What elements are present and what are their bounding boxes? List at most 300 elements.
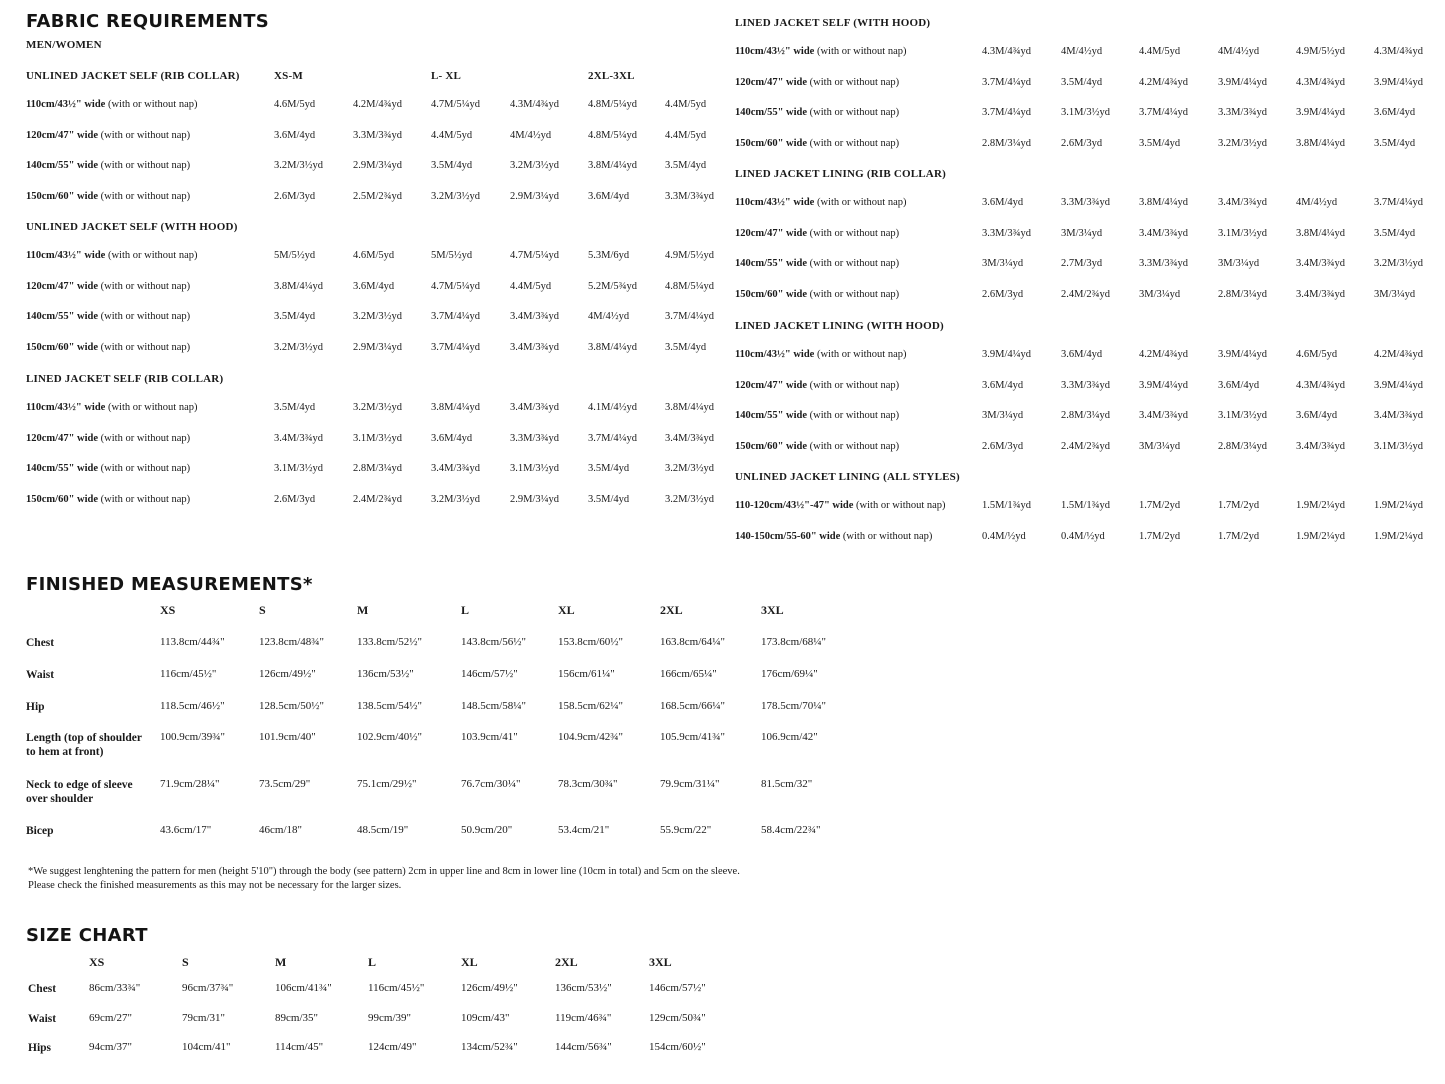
fabric-width-label <box>735 77 899 88</box>
measurement-value: 55.9cm/22" <box>660 824 712 836</box>
fabric-amount: 4M/4½yd <box>1296 197 1338 208</box>
measurement-value: 48.5cm/19" <box>357 824 409 836</box>
fabric-amount: 3.9M/4¼yd <box>1374 76 1424 88</box>
measurement-value: 58.4cm/22¾" <box>761 824 821 836</box>
size-chart-value: 69cm/27" <box>89 1012 132 1024</box>
fabric-width-label <box>26 191 190 202</box>
nap-note: (with or without nap) <box>807 288 900 300</box>
fabric-amount: 3.5M/4yd <box>431 160 473 171</box>
fabric-amount: 2.9M/3¼yd <box>510 493 560 505</box>
fabric-width-label <box>735 258 899 269</box>
fabric-amount: 3.3M/3¾yd <box>1139 258 1189 269</box>
fabric-amount: 4.3M/4¾yd <box>510 99 560 110</box>
fabric-amount: 2.6M/3yd <box>1061 137 1103 149</box>
fabric-amount: 2.8M/3¼yd <box>1218 288 1268 300</box>
fabric-amount: 3.4M/3¾yd <box>1218 197 1268 208</box>
measurement-value: 128.5cm/50½" <box>259 700 324 712</box>
fabric-width: 150cm/60" wide <box>735 288 808 300</box>
fabric-width-label <box>735 410 899 421</box>
measurement-value: 166cm/65¼" <box>660 668 717 680</box>
fabric-width: 140-150cm/55-60" wide <box>735 530 841 542</box>
fabric-amount: 4M/4½yd <box>588 311 630 322</box>
fabric-amount: 4.7M/5¼yd <box>510 250 560 261</box>
fabric-width: 120cm/47" wide <box>26 280 99 292</box>
measurement-value: 75.1cm/29½" <box>357 778 417 790</box>
size-header: 2XL <box>555 955 578 969</box>
measurement-value: 43.6cm/17" <box>160 824 212 836</box>
fabric-width: 110cm/43½" wide <box>26 99 106 110</box>
fabric-amount: 3.3M/3¾yd <box>1061 379 1111 391</box>
fabric-amount: 4.4M/5yd <box>1139 46 1181 57</box>
fabric-amount: 2.6M/3yd <box>982 440 1024 452</box>
fabric-amount: 4.4M/5yd <box>665 99 707 110</box>
fabric-width: 150cm/60" wide <box>26 341 99 353</box>
fabric-amount: 3.2M/3½yd <box>431 190 481 202</box>
size-chart-value: 86cm/33¾" <box>89 982 141 994</box>
fabric-amount: 2.6M/3yd <box>274 190 316 202</box>
measurement-value: 73.5cm/29" <box>259 778 311 790</box>
nap-note: (with or without nap) <box>98 493 191 505</box>
fabric-width-label <box>26 342 190 353</box>
size-header: XL <box>558 603 575 617</box>
fabric-amount: 1.9M/2¼yd <box>1374 500 1424 511</box>
fabric-requirements-title: FABRIC REQUIREMENTS <box>26 11 270 32</box>
size-chart-value: 106cm/41¾" <box>275 982 332 994</box>
fabric-width-label <box>735 46 906 57</box>
fabric-amount: 1.7M/2yd <box>1139 500 1181 511</box>
measurement-value: 118.5cm/46½" <box>160 700 225 712</box>
size-header: 3XL <box>649 955 672 969</box>
fabric-width: 110cm/43½" wide <box>735 197 815 208</box>
fabric-amount: 3.9M/4¼yd <box>1218 349 1268 360</box>
fabric-width-label <box>735 138 899 149</box>
fabric-amount: 3.8M/4¼yd <box>274 280 324 292</box>
fabric-amount: 3.5M/4yd <box>665 341 707 353</box>
fabric-amount: 4M/4½yd <box>510 129 552 141</box>
fabric-amount: 4.7M/5¼yd <box>431 280 481 292</box>
fabric-amount: 4.8M/5¼yd <box>588 129 638 141</box>
fabric-amount: 4.6M/5yd <box>353 250 395 261</box>
fabric-amount: 4.3M/4¾yd <box>982 46 1032 57</box>
fabric-section-title: LINED JACKET SELF (WITH HOOD) <box>735 17 931 29</box>
fabric-amount: 4.4M/5yd <box>431 129 473 141</box>
fabric-width: 150cm/60" wide <box>26 190 99 202</box>
fabric-width-label <box>26 250 197 261</box>
measurement-value: 143.8cm/56½" <box>461 636 526 648</box>
measurement-value: 103.9cm/41" <box>461 731 518 743</box>
fabric-amount: 3.4M/3¾yd <box>1296 288 1346 300</box>
nap-note: (with or without nap) <box>98 341 191 353</box>
size-header: M <box>357 603 369 617</box>
nap-note: (with or without nap) <box>98 432 191 444</box>
fabric-amount: 2.8M/3¼yd <box>1218 440 1268 452</box>
fabric-section-title: LINED JACKET LINING (RIB COLLAR) <box>735 168 946 180</box>
fabric-amount: 0.4M/½yd <box>982 530 1026 542</box>
fabric-amount: 3.7M/4¼yd <box>431 311 481 322</box>
nap-note: (with or without nap) <box>98 463 191 474</box>
measurement-value: 101.9cm/40" <box>259 731 316 743</box>
fabric-amount: 3.3M/3¾yd <box>353 129 403 141</box>
fabric-amount: 2.9M/3¼yd <box>510 190 560 202</box>
fabric-width: 140cm/55" wide <box>26 311 99 322</box>
finished-measurements-title: FINISHED MEASUREMENTS* <box>26 574 313 595</box>
fabric-amount: 4.2M/4¾yd <box>1139 76 1189 88</box>
measurement-label: Neck to edge of sleeve <box>26 779 133 791</box>
fabric-amount: 3.8M/4¼yd <box>431 402 481 413</box>
nap-note: (with or without nap) <box>98 311 191 322</box>
fabric-amount: 3.6M/4yd <box>274 129 316 141</box>
nap-note: (with or without nap) <box>105 402 198 413</box>
measurement-value: 76.7cm/30¼" <box>461 778 521 790</box>
fabric-amount: 1.7M/2yd <box>1218 500 1260 511</box>
fabric-width-label <box>26 494 190 505</box>
fabric-amount: 3.3M/3¾yd <box>982 227 1032 239</box>
nap-note: (with or without nap) <box>807 76 900 88</box>
nap-note: (with or without nap) <box>98 190 191 202</box>
fabric-amount: 3.9M/4¼yd <box>1296 107 1346 118</box>
size-chart-value: 99cm/39" <box>368 1012 411 1024</box>
size-header: S <box>182 955 189 969</box>
fabric-width: 140cm/55" wide <box>735 107 808 118</box>
size-chart-value: 119cm/46¾" <box>555 1012 612 1024</box>
fabric-amount: 3.4M/3¾yd <box>1296 258 1346 269</box>
size-header: M <box>275 955 287 969</box>
fabric-amount: 4.6M/5yd <box>274 99 316 110</box>
fabric-amount: 3.5M/4yd <box>588 493 630 505</box>
fabric-width: 110cm/43½" wide <box>735 349 815 360</box>
measurement-label: over shoulder <box>26 793 94 805</box>
fabric-width: 110-120cm/43½"-47" wide <box>735 500 854 511</box>
fabric-amount: 3.6M/4yd <box>982 379 1024 391</box>
fabric-width-label <box>735 441 899 452</box>
fabric-amount: 3.8M/4¼yd <box>665 402 715 413</box>
fabric-width-label <box>735 197 906 208</box>
fabric-amount: 3.2M/3½yd <box>274 341 324 353</box>
size-chart-value: 129cm/50¾" <box>649 1012 706 1024</box>
size-header: XS <box>160 603 176 617</box>
fabric-amount: 4.7M/5¼yd <box>431 99 481 110</box>
measurement-label: Hip <box>26 701 45 713</box>
size-header: 2XL <box>660 603 683 617</box>
nap-note: (with or without nap) <box>105 250 198 261</box>
fabric-amount: 1.9M/2¼yd <box>1374 530 1424 542</box>
fabric-amount: 3.5M/4yd <box>1139 137 1181 149</box>
measurement-value: 148.5cm/58¼" <box>461 700 526 712</box>
measurement-value: 163.8cm/64¼" <box>660 636 725 648</box>
measurement-label: Waist <box>26 669 55 681</box>
measurement-label: to hem at front) <box>26 746 104 758</box>
fabric-amount: 4.2M/4¾yd <box>1374 349 1424 360</box>
size-header: L <box>368 955 377 969</box>
size-chart-value: 79cm/31" <box>182 1012 225 1024</box>
fabric-amount: 3.2M/3½yd <box>665 493 715 505</box>
fabric-amount: 2.9M/3¼yd <box>353 341 403 353</box>
fabric-amount: 3.7M/4¼yd <box>588 432 638 444</box>
measurement-value: 176cm/69¼" <box>761 668 818 680</box>
fabric-amount: 4.2M/4¾yd <box>1139 349 1189 360</box>
fabric-amount: 3M/3¼yd <box>982 410 1024 421</box>
fabric-amount: 3.1M/3½yd <box>1218 410 1268 421</box>
fabric-width: 110cm/43½" wide <box>26 402 106 413</box>
fabric-section-title: UNLINED JACKET LINING (ALL STYLES) <box>735 471 960 483</box>
nap-note: (with or without nap) <box>98 160 191 171</box>
fabric-amount: 3.7M/4¼yd <box>982 107 1032 118</box>
nap-note: (with or without nap) <box>807 379 900 391</box>
nap-note: (with or without nap) <box>807 410 900 421</box>
size-chart-label: Hips <box>28 1042 52 1054</box>
fabric-amount: 3M/3¼yd <box>982 258 1024 269</box>
fabric-amount: 3.4M/3¾yd <box>274 432 324 444</box>
nap-note: (with or without nap) <box>807 137 900 149</box>
size-chart-title: SIZE CHART <box>26 925 148 946</box>
fabric-amount: 3.2M/3½yd <box>510 160 560 171</box>
fabric-amount: 1.5M/1¾yd <box>982 500 1032 511</box>
fabric-amount: 3.2M/3½yd <box>1374 258 1424 269</box>
fabric-amount: 2.8M/3¼yd <box>1061 410 1111 421</box>
fabric-amount: 4.1M/4½yd <box>588 402 638 413</box>
fabric-amount: 4.2M/4¾yd <box>353 99 403 110</box>
nap-note: (with or without nap) <box>814 46 907 57</box>
fabric-amount: 3.9M/4¼yd <box>1139 379 1189 391</box>
fabric-width-label <box>26 99 197 110</box>
nap-note: (with or without nap) <box>807 440 900 452</box>
measurement-value: 105.9cm/41¾" <box>660 731 725 743</box>
measurement-value: 158.5cm/62¼" <box>558 700 623 712</box>
size-group-l-xl: L- XL <box>431 70 462 82</box>
fabric-amount: 3.2M/3½yd <box>353 402 403 413</box>
measurement-value: 78.3cm/30¾" <box>558 778 618 790</box>
measurement-value: 81.5cm/32" <box>761 778 813 790</box>
measurement-value: 156cm/61¼" <box>558 668 615 680</box>
fabric-amount: 1.5M/1¾yd <box>1061 500 1111 511</box>
fabric-width-label <box>26 281 190 292</box>
measurement-value: 133.8cm/52½" <box>357 636 422 648</box>
fabric-amount: 3.2M/3½yd <box>274 160 324 171</box>
fabric-amount: 2.9M/3¼yd <box>353 160 403 171</box>
fabric-amount: 1.7M/2yd <box>1218 530 1260 542</box>
fabric-amount: 3M/3¼yd <box>1061 227 1103 239</box>
size-chart-label: Waist <box>28 1013 57 1025</box>
fabric-section-title: UNLINED JACKET SELF (WITH HOOD) <box>26 221 238 233</box>
fabric-width: 140cm/55" wide <box>735 410 808 421</box>
fabric-amount: 4.3M/4¾yd <box>1296 379 1346 391</box>
fabric-amount: 3.9M/4¼yd <box>1218 76 1268 88</box>
size-header: XL <box>461 955 478 969</box>
measurement-label: Chest <box>26 637 55 649</box>
measurement-label: Length (top of shoulder <box>26 732 142 744</box>
fabric-amount: 3.6M/4yd <box>431 432 473 444</box>
measurement-value: 50.9cm/20" <box>461 824 513 836</box>
nap-note: (with or without nap) <box>98 280 191 292</box>
fabric-amount: 2.4M/2¾yd <box>353 493 403 505</box>
fabric-section-title: LINED JACKET SELF (RIB COLLAR) <box>26 373 224 385</box>
fabric-width: 140cm/55" wide <box>735 258 808 269</box>
fabric-amount: 2.4M/2¾yd <box>1061 440 1111 452</box>
fabric-width: 140cm/55" wide <box>26 160 99 171</box>
measurement-value: 113.8cm/44¾" <box>160 636 225 648</box>
fabric-amount: 3.4M/3¾yd <box>1139 227 1189 239</box>
fabric-amount: 3.4M/3¾yd <box>1374 410 1424 421</box>
size-header: L <box>461 603 470 617</box>
fabric-amount: 2.8M/3¼yd <box>982 137 1032 149</box>
measurement-label: Bicep <box>26 825 54 837</box>
fabric-amount: 3.4M/3¾yd <box>665 432 715 444</box>
measurement-value: 71.9cm/28¼" <box>160 778 220 790</box>
fabric-width: 120cm/47" wide <box>735 379 808 391</box>
fabric-amount: 2.5M/2¾yd <box>353 190 403 202</box>
fabric-amount: 3.6M/4yd <box>588 190 630 202</box>
fabric-amount: 4.8M/5¼yd <box>665 280 715 292</box>
nap-note: (with or without nap) <box>807 227 900 239</box>
fabric-width-label <box>735 289 899 300</box>
fabric-amount: 3.3M/3¾yd <box>510 432 560 444</box>
fabric-width-label <box>26 433 190 444</box>
fabric-amount: 4M/4½yd <box>1061 46 1103 57</box>
fabric-amount: 3.4M/3¾yd <box>510 402 560 413</box>
fabric-amount: 4.3M/4¾yd <box>1296 76 1346 88</box>
fabric-amount: 3.7M/4¼yd <box>1139 107 1189 118</box>
fabric-subtitle: MEN/WOMEN <box>26 39 102 51</box>
measurements-note-line-1: *We suggest lenghtening the pattern for men (height 5'10") through the body (see pattern) 2cm in upper line and 8cm in lower line (10cm in total) and 5cm on the sleeve. <box>28 866 740 877</box>
fabric-width-label <box>735 349 906 360</box>
nap-note: (with or without nap) <box>98 129 191 141</box>
fabric-amount: 3.1M/3½yd <box>510 463 560 474</box>
fabric-amount: 3.1M/3½yd <box>353 432 403 444</box>
fabric-amount: 5.3M/6yd <box>588 250 630 261</box>
size-header: S <box>259 603 266 617</box>
fabric-amount: 3.1M/3½yd <box>1374 440 1424 452</box>
fabric-amount: 2.4M/2¾yd <box>1061 288 1111 300</box>
fabric-width: 140cm/55" wide <box>26 463 99 474</box>
fabric-amount: 3.1M/3½yd <box>274 463 324 474</box>
fabric-width-label <box>26 463 190 474</box>
measurement-value: 123.8cm/48¾" <box>259 636 324 648</box>
size-chart-value: 114cm/45" <box>275 1041 324 1053</box>
fabric-amount: 2.6M/3yd <box>274 493 316 505</box>
fabric-amount: 5M/5½yd <box>274 250 316 261</box>
fabric-amount: 3.4M/3¾yd <box>1296 440 1346 452</box>
fabric-amount: 3.7M/4¼yd <box>431 341 481 353</box>
measurement-value: 146cm/57½" <box>461 668 518 680</box>
measurement-value: 173.8cm/68¼" <box>761 636 826 648</box>
fabric-amount: 1.7M/2yd <box>1139 530 1181 542</box>
fabric-amount: 3.3M/3¾yd <box>665 190 715 202</box>
fabric-amount: 3.9M/4¼yd <box>1374 379 1424 391</box>
fabric-amount: 3.6M/4yd <box>982 197 1024 208</box>
fabric-amount: 3.7M/4¼yd <box>665 311 715 322</box>
fabric-width-label <box>26 402 197 413</box>
fabric-width-label <box>735 500 946 511</box>
fabric-width: 150cm/60" wide <box>735 440 808 452</box>
fabric-amount: 4.9M/5½yd <box>665 250 715 261</box>
measurement-value: 178.5cm/70¼" <box>761 700 826 712</box>
measurement-value: 46cm/18" <box>259 824 302 836</box>
measurement-value: 138.5cm/54½" <box>357 700 422 712</box>
fabric-width-label <box>735 380 899 391</box>
fabric-amount: 3.8M/4¼yd <box>588 341 638 353</box>
fabric-amount: 3.3M/3¾yd <box>1218 107 1268 118</box>
nap-note: (with or without nap) <box>853 500 946 511</box>
fabric-amount: 3.8M/4¼yd <box>588 160 638 171</box>
fabric-amount: 4.4M/5yd <box>510 280 552 292</box>
size-group-xs-m: XS-M <box>274 70 303 82</box>
measurement-value: 168.5cm/66¼" <box>660 700 725 712</box>
fabric-width: 120cm/47" wide <box>735 76 808 88</box>
fabric-amount: 3.4M/3¾yd <box>510 311 560 322</box>
fabric-amount: 5.2M/5¾yd <box>588 280 638 292</box>
fabric-amount: 4.3M/4¾yd <box>1374 46 1424 57</box>
fabric-amount: 3.2M/3½yd <box>431 493 481 505</box>
size-chart-value: 154cm/60½" <box>649 1041 706 1053</box>
fabric-amount: 1.9M/2¼yd <box>1296 530 1346 542</box>
size-group-2xl-3xl: 2XL-3XL <box>588 70 635 82</box>
measurement-value: 104.9cm/42¾" <box>558 731 623 743</box>
measurement-value: 136cm/53½" <box>357 668 414 680</box>
size-chart-value: 124cm/49" <box>368 1041 417 1053</box>
fabric-amount: 4M/4½yd <box>1218 46 1260 57</box>
fabric-amount: 3.7M/4¼yd <box>982 76 1032 88</box>
fabric-amount: 3.1M/3½yd <box>1061 107 1111 118</box>
fabric-amount: 5M/5½yd <box>431 250 473 261</box>
fabric-amount: 4.9M/5½yd <box>1296 46 1346 57</box>
fabric-amount: 3.9M/4¼yd <box>982 349 1032 360</box>
fabric-section-title: UNLINED JACKET SELF (RIB COLLAR) <box>26 70 240 82</box>
fabric-width: 120cm/47" wide <box>735 227 808 239</box>
size-chart-value: 89cm/35" <box>275 1012 318 1024</box>
measurement-value: 100.9cm/39¾" <box>160 731 225 743</box>
fabric-amount: 3.5M/4yd <box>665 160 707 171</box>
size-header: 3XL <box>761 603 784 617</box>
measurement-value: 102.9cm/40½" <box>357 731 422 743</box>
fabric-width-label <box>26 311 190 322</box>
size-chart-value: 144cm/56¾" <box>555 1041 612 1053</box>
fabric-amount: 3.2M/3½yd <box>1218 137 1268 149</box>
fabric-amount: 3M/3¼yd <box>1139 440 1181 452</box>
fabric-amount: 3.7M/4¼yd <box>1374 197 1424 208</box>
fabric-amount: 3M/3¼yd <box>1139 288 1181 300</box>
fabric-amount: 3.2M/3½yd <box>353 311 403 322</box>
measurements-note-line-2: Please check the finished measurements as this may not be necessary for the larger sizes. <box>28 880 402 891</box>
fabric-width-label <box>26 160 190 171</box>
fabric-amount: 3.4M/3¾yd <box>1139 410 1189 421</box>
size-chart-value: 136cm/53½" <box>555 982 612 994</box>
fabric-width: 150cm/60" wide <box>26 493 99 505</box>
fabric-width-label <box>735 228 899 239</box>
fabric-width-label <box>735 107 899 118</box>
measurement-value: 116cm/45½" <box>160 668 217 680</box>
nap-note: (with or without nap) <box>807 107 900 118</box>
fabric-amount: 0.4M/½yd <box>1061 530 1105 542</box>
fabric-width-label <box>26 130 190 141</box>
size-chart-value: 126cm/49½" <box>461 982 518 994</box>
measurement-value: 79.9cm/31¼" <box>660 778 720 790</box>
fabric-amount: 1.9M/2¼yd <box>1296 500 1346 511</box>
measurement-value: 106.9cm/42" <box>761 731 818 743</box>
nap-note: (with or without nap) <box>840 530 933 542</box>
fabric-amount: 2.7M/3yd <box>1061 258 1103 269</box>
size-chart-value: 146cm/57½" <box>649 982 706 994</box>
fabric-amount: 4.8M/5¼yd <box>588 99 638 110</box>
nap-note: (with or without nap) <box>814 349 907 360</box>
fabric-amount: 3.1M/3½yd <box>1218 227 1268 239</box>
fabric-amount: 3.5M/4yd <box>588 463 630 474</box>
fabric-width: 120cm/47" wide <box>26 129 99 141</box>
measurement-value: 153.8cm/60½" <box>558 636 623 648</box>
fabric-amount: 2.8M/3¼yd <box>353 463 403 474</box>
size-chart-value: 116cm/45½" <box>368 982 425 994</box>
fabric-amount: 3M/3¼yd <box>1374 288 1416 300</box>
fabric-amount: 3.8M/4¼yd <box>1296 227 1346 239</box>
